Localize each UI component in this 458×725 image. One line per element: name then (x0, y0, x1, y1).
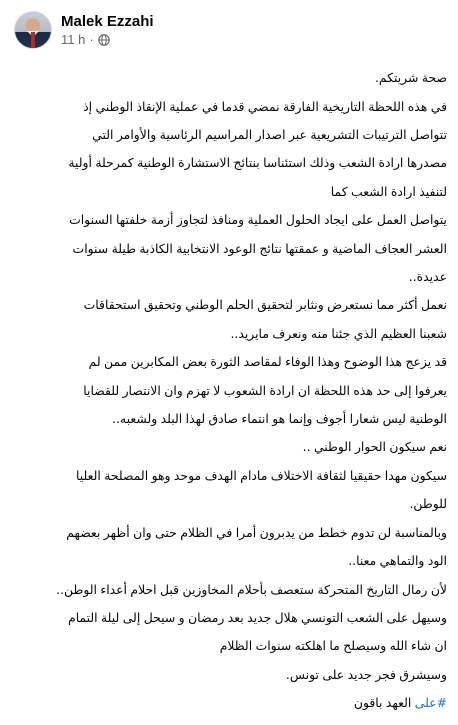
body-line: في هذه اللحظة التاريخية الفارقة نمضي قدما في عملية الإنقاذ الوطني إذ (83, 98, 447, 114)
body-line: يتواصل العمل على ايجاد الحلول العملية ومنافذ لتجاوز أزمة خلفتها السنوات (69, 212, 447, 228)
body-line: سيكون مهدا حقيقيا لثقافة الاختلاف مادام الهدف موحد وهو المصلحة العليا (76, 467, 447, 483)
body-line: يعرفوا إلى حد هذه اللحظة ان ارادة الشعوب لا تهزم وان الانتصار للقضايا (83, 382, 447, 398)
avatar-tie (31, 32, 35, 48)
body-line: نعمل أكثر مما نستعرض ونثابر لتحقيق الحلم الوطني وتحقيق استحقاقات (83, 297, 447, 313)
body-line: تتواصل الترتيبات التشريعية عبر اصدار المراسيم الرئاسية والأوامر التي (92, 127, 447, 143)
separator-dot: · (89, 31, 94, 47)
author-name[interactable]: Malek Ezzahi (61, 12, 154, 30)
body-line: ان شاء الله وسيصلح ما اهلكته سنوات الظلام (219, 638, 447, 654)
body-line: قد يزعج هذا الوضوح وهذا الوفاء لمقاصد الثورة بعض المكابرين ممن لم (88, 354, 447, 370)
body-line: الوطنية ليس شعارا أجوف وإنما هو انتماء صادق لهذا البلد ولشعبه.. (112, 411, 447, 427)
closing-text: العهد باقون (353, 695, 415, 711)
body-line: مصدرها ارادة الشعب وذلك استئناسا بنتائج الاستشارة الوطنية كمرحلة أولية (68, 155, 447, 171)
post-meta (61, 13, 154, 48)
body-line: صحة شريتكم. (374, 70, 447, 86)
body-line: للوطن. (409, 496, 447, 512)
body-line: شعبنا العظيم الذي جئنا منه ونعرف مايريد.. (230, 325, 447, 341)
body-line: العشر العجاف الماضية و عمقتها نتائج الوعود الانتخابية الكاذبة طيلة سنوات (72, 240, 447, 256)
hashtag-link[interactable]: #على (414, 695, 447, 711)
closing-line (8, 696, 447, 710)
body-line: لتنفيذ ارادة الشعب كما (330, 183, 447, 199)
body-line: عديدة.. (408, 269, 447, 285)
post-time[interactable]: 11 h (61, 31, 86, 47)
globe-icon[interactable] (98, 34, 110, 46)
post-body (8, 57, 447, 725)
post-subline (61, 32, 154, 48)
body-line: وسيهل على الشعب التونسي هلال جديد بعد رمضان و سيحل إلى ليلة التمام (68, 609, 447, 625)
body-line: لأن رمال التاريخ المتحركة ستعصف بأحلام المخاوزين قبل احلام أعداء الوطن.. (56, 581, 447, 597)
body-line: نعم سيكون الحوار الوطني .. (302, 439, 447, 455)
author-avatar[interactable] (14, 11, 52, 49)
body-line: الود والتماهي معنا.. (348, 553, 447, 569)
body-line: وسيشرق فجر جديد على تونس. (285, 666, 447, 682)
post-header (14, 10, 154, 50)
body-line: وبالمناسبة لن تدوم خطط من يدبرون أمرا في الظلام حتى وان أظهر بعضهم (66, 524, 447, 540)
